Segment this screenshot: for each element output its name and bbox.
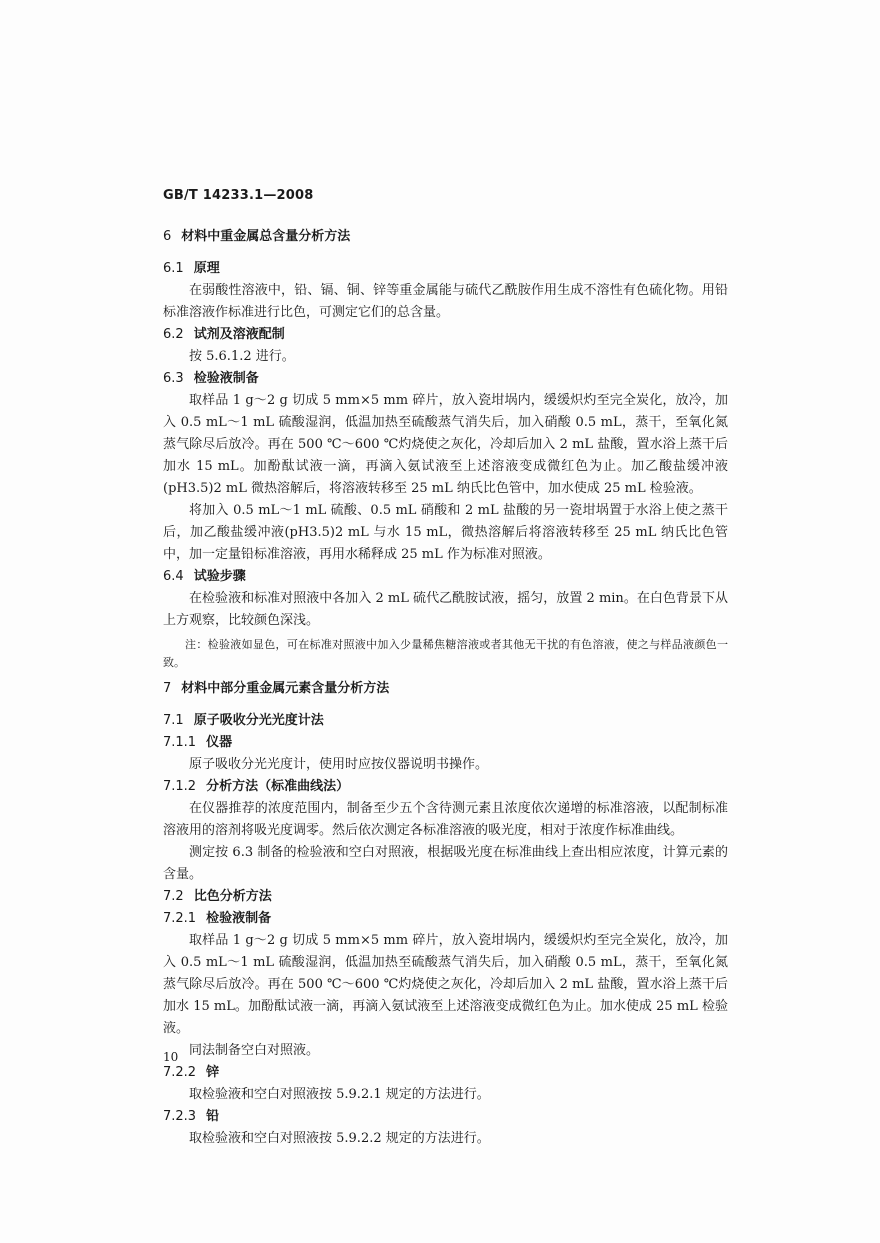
section-number: 7.2.2 <box>163 1065 197 1080</box>
section-title: 比色分析方法 <box>193 889 272 904</box>
section-7-2-2-heading <box>163 1062 728 1084</box>
section-number: 7.2.3 <box>163 1109 197 1124</box>
section-number: 6 <box>163 229 172 244</box>
standard-code-header: GB/T 14233.1—2008 <box>163 188 314 203</box>
section-7-2-1-heading <box>163 908 728 930</box>
section-7-1-heading <box>163 710 728 732</box>
paragraph-7-1-1: 原子吸收分光光度计，使用时应按仪器说明书操作。 <box>189 757 489 772</box>
section-title: 检验液制备 <box>206 911 272 926</box>
section-7-1-2-heading <box>163 776 728 798</box>
page-content <box>163 226 728 1150</box>
section-7-2-heading <box>163 886 728 908</box>
section-title: 试验步骤 <box>193 569 246 584</box>
section-title: 材料中部分重金属元素含量分析方法 <box>181 681 390 696</box>
section-title: 材料中重金属总含量分析方法 <box>181 229 351 244</box>
section-number: 6.3 <box>163 371 184 386</box>
section-number: 7.2.1 <box>163 911 197 926</box>
section-6-1-heading <box>163 258 728 280</box>
section-6-heading <box>163 226 728 248</box>
paragraph-7-2-1-b: 同法制备空白对照液。 <box>189 1043 320 1058</box>
section-number: 7.1.2 <box>163 779 197 794</box>
paragraph-6-3-a: 取样品 1 g～2 g 切成 5 mm×5 mm 碎片，放入瓷坩埚内，缓缓炽灼至完全炭化，放冷，加入 0.5 mL～1 mL 硫酸湿润，低温加热至硫酸蒸气消失后，加入硝酸 0.5 mL，蒸干，至氧化氮蒸气除尽后放冷。再在 500 ℃～600 ℃灼烧使之灰化，冷却后加入 2 mL 盐酸，置水浴上蒸干后加水 15 mL。加酚酞试液一滴，再滴入氨试液至上述溶液变成微红色为止。加乙酸盐缓冲液(pH3.5)2 mL 微热溶解后，将溶液转移至 25 mL 纳氏比色管中，加水使成 25 mL 检验液。 <box>163 393 728 496</box>
section-title: 原理 <box>193 261 220 276</box>
section-number: 6.1 <box>163 261 184 276</box>
section-number: 7.1.1 <box>163 735 197 750</box>
section-6-4-heading <box>163 566 728 588</box>
note-6-4: 注：检验液如显色，可在标准对照液中加入少量稀焦糖溶液或者其他无干扰的有色溶液，使之与样品液颜色一致。 <box>163 638 728 669</box>
section-7-2-3-heading <box>163 1106 728 1128</box>
paragraph-6-2: 按 5.6.1.2 进行。 <box>189 349 295 364</box>
section-title: 铅 <box>206 1109 220 1124</box>
section-7-heading <box>163 678 728 700</box>
section-number: 7.1 <box>163 713 184 728</box>
paragraph-7-2-2: 取检验液和空白对照液按 5.9.2.1 规定的方法进行。 <box>189 1087 490 1102</box>
section-title: 分析方法（标准曲线法） <box>206 779 350 794</box>
section-title: 仪器 <box>206 735 233 750</box>
section-6-3-heading <box>163 368 728 390</box>
section-number: 7.2 <box>163 889 184 904</box>
section-title: 原子吸收分光光度计法 <box>193 713 324 728</box>
section-title: 试剂及溶液配制 <box>193 327 285 342</box>
section-number: 7 <box>163 681 172 696</box>
paragraph-6-1: 在弱酸性溶液中，铅、镉、铜、锌等重金属能与硫代乙酰胺作用生成不溶性有色硫化物。用铅标准溶液作标准进行比色，可测定它们的总含量。 <box>163 283 728 320</box>
page-number: 10 <box>163 1050 179 1064</box>
section-title: 锌 <box>206 1065 220 1080</box>
paragraph-7-2-1-a: 取样品 1 g～2 g 切成 5 mm×5 mm 碎片，放入瓷坩埚内，缓缓炽灼至完全炭化，放冷，加入 0.5 mL～1 mL 硫酸湿润，低温加热至硫酸蒸气消失后，加入硝酸 0.5 mL，蒸干，至氧化氮蒸气除尽后放冷。再在 500 ℃～600 ℃灼烧使之灰化，冷却后加入 2 mL 盐酸，置水浴上蒸干后加水 15 mL。加酚酞试液一滴，再滴入氨试液至上述溶液变成微红色为止。加水使成 25 mL 检验液。 <box>163 933 728 1036</box>
section-number: 6.2 <box>163 327 184 342</box>
paragraph-7-1-2-a: 在仪器推荐的浓度范围内，制备至少五个含待测元素且浓度依次递增的标准溶液，以配制标准溶液用的溶剂将吸光度调零。然后依次测定各标准溶液的吸光度，相对于浓度作标准曲线。 <box>163 801 728 838</box>
section-title: 检验液制备 <box>193 371 259 386</box>
paragraph-6-4: 在检验液和标准对照液中各加入 2 mL 硫代乙酰胺试液，摇匀，放置 2 min。在白色背景下从上方观察，比较颜色深浅。 <box>163 591 728 628</box>
section-6-2-heading <box>163 324 728 346</box>
paragraph-7-2-3: 取检验液和空白对照液按 5.9.2.2 规定的方法进行。 <box>189 1131 490 1146</box>
section-7-1-1-heading <box>163 732 728 754</box>
paragraph-7-1-2-b: 测定按 6.3 制备的检验液和空白对照液，根据吸光度在标准曲线上查出相应浓度，计算元素的含量。 <box>163 845 728 882</box>
paragraph-6-3-b: 将加入 0.5 mL～1 mL 硫酸、0.5 mL 硝酸和 2 mL 盐酸的另一瓷坩埚置于水浴上使之蒸干后，加乙酸盐缓冲液(pH3.5)2 mL 与水 15 mL，微热溶解后将溶液转移至 25 mL 纳氏比色管中，加一定量铅标准溶液，再用水稀释成 25 mL 作为标准对照液。 <box>163 503 728 562</box>
section-number: 6.4 <box>163 569 184 584</box>
